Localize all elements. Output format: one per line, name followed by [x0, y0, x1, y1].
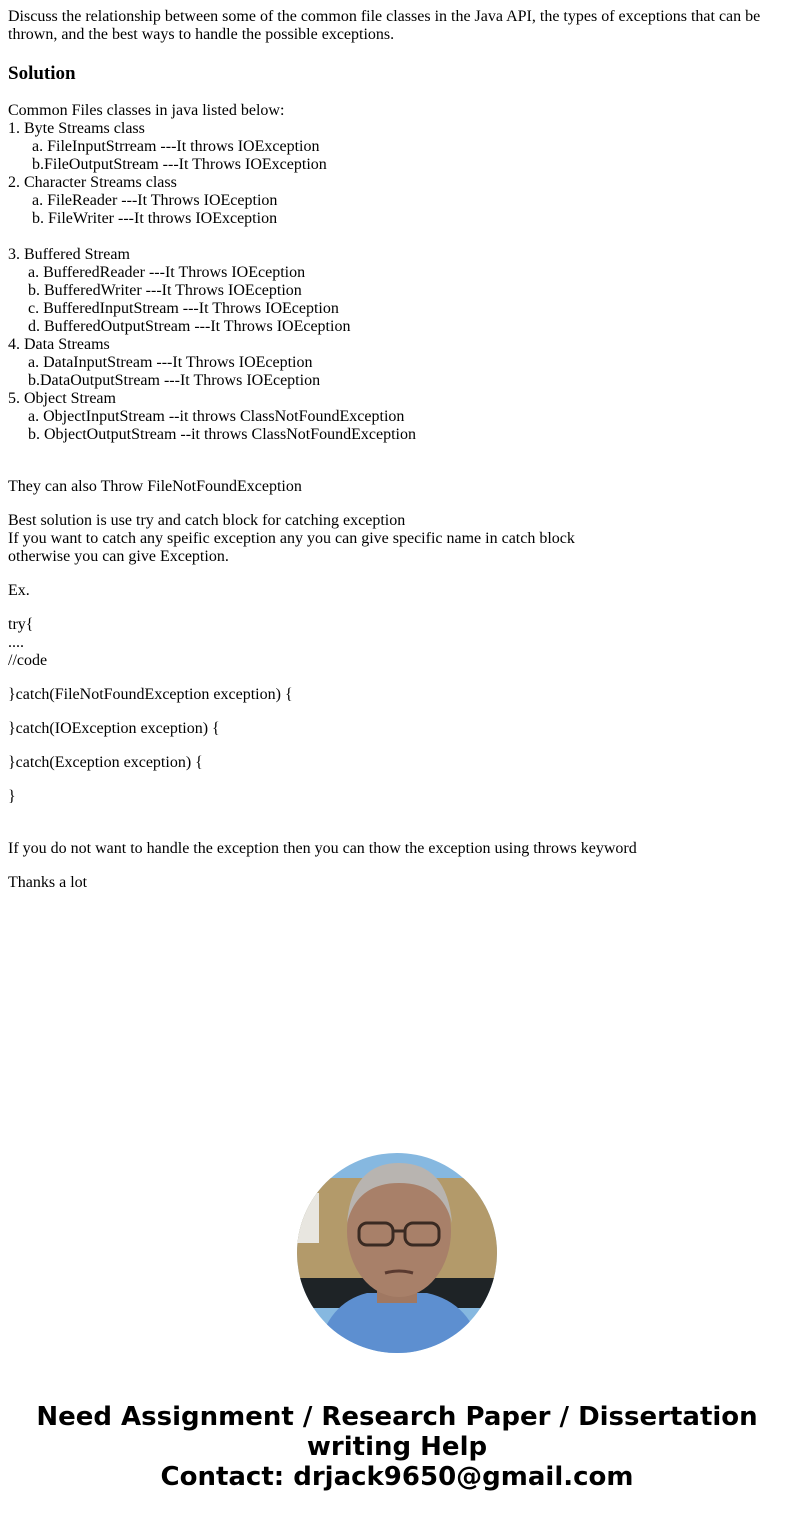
contact-banner: [0, 1402, 794, 1492]
list-item: d. BufferedOutputStream ---It Throws IOEception: [28, 318, 351, 335]
list-item: 4. Data Streams: [8, 336, 110, 353]
list-item: a. FileInputStrream ---It throws IOException: [32, 138, 320, 155]
contact-email: Contact: drjack9650@gmail.com: [160, 1462, 634, 1492]
list-item: 1. Byte Streams class: [8, 120, 145, 137]
list-item: a. DataInputStream ---It Throws IOEception: [28, 354, 313, 371]
list-intro: Common Files classes in java listed below:: [8, 102, 285, 119]
list-item: 2. Character Streams class: [8, 174, 177, 191]
example-label: Ex.: [8, 582, 30, 599]
best-solution-paragraph: [8, 512, 575, 566]
list-item: 5. Object Stream: [8, 390, 116, 407]
classes-list: [8, 102, 416, 444]
code-close: }: [8, 788, 16, 805]
author-photo: [297, 1153, 497, 1353]
code-line: ....: [8, 634, 24, 651]
list-item: b.FileOutputStream ---It Throws IOException: [32, 156, 327, 173]
list-item: a. ObjectInputStream --it throws ClassNotFoundException: [28, 408, 405, 425]
solution-heading: Solution: [8, 63, 76, 84]
code-try-block: [8, 616, 47, 670]
code-catch-1: }catch(FileNotFoundException exception) {: [8, 686, 293, 703]
list-item: 3. Buffered Stream: [8, 246, 130, 263]
throws-note: If you do not want to handle the exception then you can thow the exception using throws keyword: [8, 840, 637, 857]
blank-line: [8, 228, 416, 246]
paragraph-line: otherwise you can give Exception.: [8, 548, 229, 565]
list-item: b. BufferedWriter ---It Throws IOEception: [28, 282, 302, 299]
list-item: a. BufferedReader ---It Throws IOEception: [28, 264, 306, 281]
thanks-text: Thanks a lot: [8, 874, 88, 891]
code-line: try{: [8, 616, 34, 633]
paragraph-line: Best solution is use try and catch block for catching exception: [8, 512, 406, 529]
list-item: a. FileReader ---It Throws IOEception: [32, 192, 278, 209]
question-text: Discuss the relationship between some of the common file classes in the Java API, the types of exceptions that can be thrown, and the best ways to handle the possible exceptions.: [8, 8, 761, 43]
code-catch-3: }catch(Exception exception) {: [8, 754, 203, 771]
list-item: b. ObjectOutputStream --it throws ClassNotFoundException: [28, 426, 416, 443]
code-line: //code: [8, 652, 48, 669]
banner-line: Need Assignment / Research Paper / Dissertation: [36, 1402, 758, 1432]
paragraph-line: If you want to catch any speific exception any you can give specific name in catch block: [8, 530, 575, 547]
banner-line: writing Help: [306, 1432, 488, 1462]
code-catch-2: }catch(IOException exception) {: [8, 720, 220, 737]
list-item: b.DataOutputStream ---It Throws IOEception: [28, 372, 321, 389]
list-item: b. FileWriter ---It throws IOException: [32, 210, 278, 227]
list-item: c. BufferedInputStream ---It Throws IOEception: [28, 300, 339, 317]
also-throw-text: They can also Throw FileNotFoundException: [8, 478, 302, 495]
